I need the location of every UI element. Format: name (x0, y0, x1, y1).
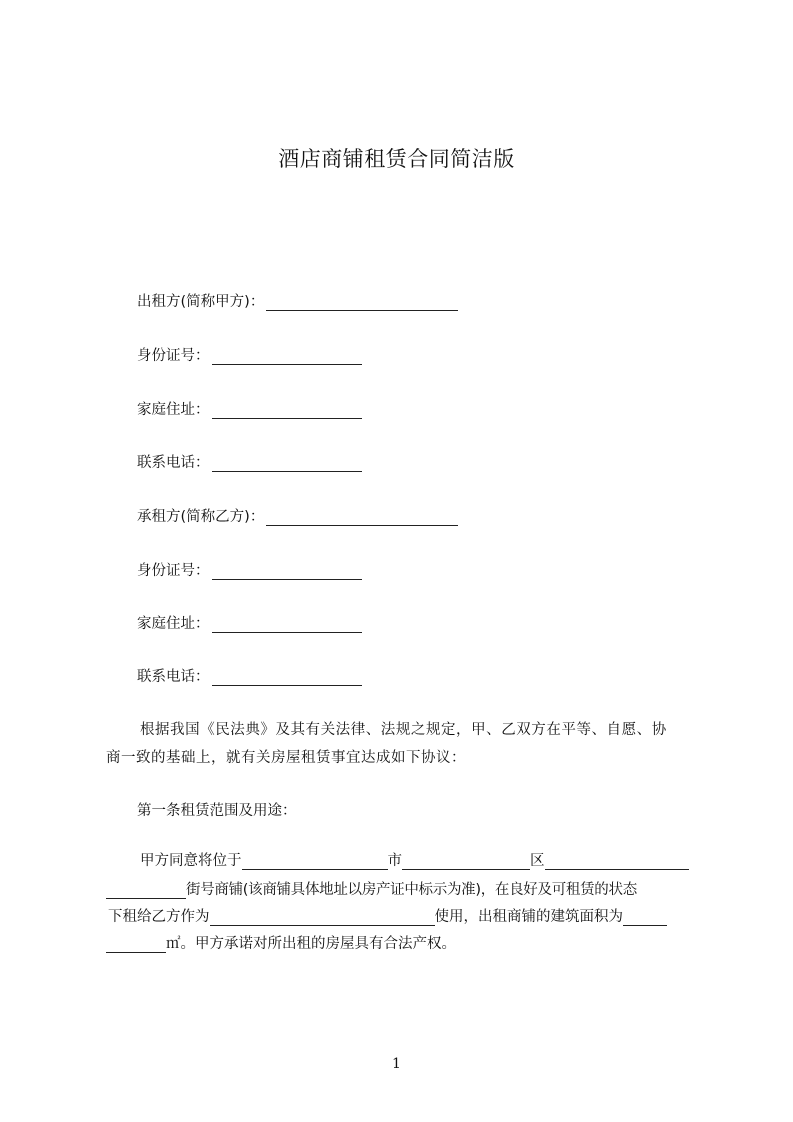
article-1-line-3 (108, 906, 667, 926)
article-1-text-located-at: 甲方同意将位于 (140, 853, 242, 869)
city-blank[interactable] (242, 855, 388, 870)
article-1-line-4 (106, 933, 456, 953)
street-blank-part-1[interactable] (545, 855, 689, 870)
lessor-phone-field (137, 452, 362, 472)
preamble-line-2: 商一致的基础上，就有关房屋租赁事宜达成如下协议： (106, 750, 466, 766)
lessee-name-field (137, 506, 458, 526)
lessor-id-field (137, 345, 362, 365)
lessee-phone-blank[interactable] (212, 671, 362, 686)
lessor-id-blank[interactable] (212, 350, 362, 365)
document-title: 酒店商铺租赁合同简洁版 (278, 147, 515, 171)
article-1-line-2 (106, 879, 637, 899)
preamble-line-1: 根据我国《民法典》及其有关法律、法规之规定，甲、乙双方在平等、自愿、协 (140, 722, 667, 738)
area-blank-part-2[interactable] (106, 938, 166, 953)
lessor-address-field (137, 399, 362, 419)
lessor-phone-label: 联系电话： (137, 455, 210, 471)
article-1-text-city: 市 (387, 853, 402, 869)
lessor-phone-blank[interactable] (212, 457, 362, 472)
lessor-address-label: 家庭住址： (137, 402, 210, 418)
lessor-name-label: 出租方(简称甲方)： (137, 294, 265, 310)
area-blank-part-1[interactable] (623, 911, 667, 926)
lessor-name-field (137, 291, 458, 311)
lessor-address-blank[interactable] (212, 404, 362, 419)
lessee-id-blank[interactable] (212, 565, 362, 580)
article-1-text-ownership: ㎡。甲方承诺对所出租的房屋具有合法产权。 (166, 936, 456, 952)
usage-blank[interactable] (210, 911, 435, 926)
lessee-address-blank[interactable] (212, 618, 362, 633)
lessee-phone-field (137, 666, 362, 686)
article-1-text-area: 使用，出租商铺的建筑面积为 (434, 909, 623, 925)
article-1-line-1 (140, 850, 689, 870)
street-blank-part-2[interactable] (106, 884, 186, 899)
lessor-name-blank[interactable] (266, 296, 458, 311)
article-1-text-district: 区 (530, 853, 545, 869)
page-number: 1 (392, 1056, 401, 1072)
lessee-phone-label: 联系电话： (137, 669, 210, 685)
lessee-name-label: 承租方(简称乙方)： (137, 509, 265, 525)
lessee-address-label: 家庭住址： (137, 616, 210, 632)
article-1-text-lease-to: 下租给乙方作为 (108, 909, 210, 925)
lessee-id-label: 身份证号： (137, 563, 210, 579)
lessee-address-field (137, 613, 362, 633)
article-1-text-shop: 街号商铺(该商铺具体地址以房产证中标示为准)，在良好及可租赁的状态 (186, 882, 637, 898)
lessee-id-field (137, 560, 362, 580)
lessor-id-label: 身份证号： (137, 348, 210, 364)
lessee-name-blank[interactable] (266, 511, 458, 526)
district-blank[interactable] (402, 855, 530, 870)
article-1-heading: 第一条租赁范围及用途： (137, 803, 297, 819)
